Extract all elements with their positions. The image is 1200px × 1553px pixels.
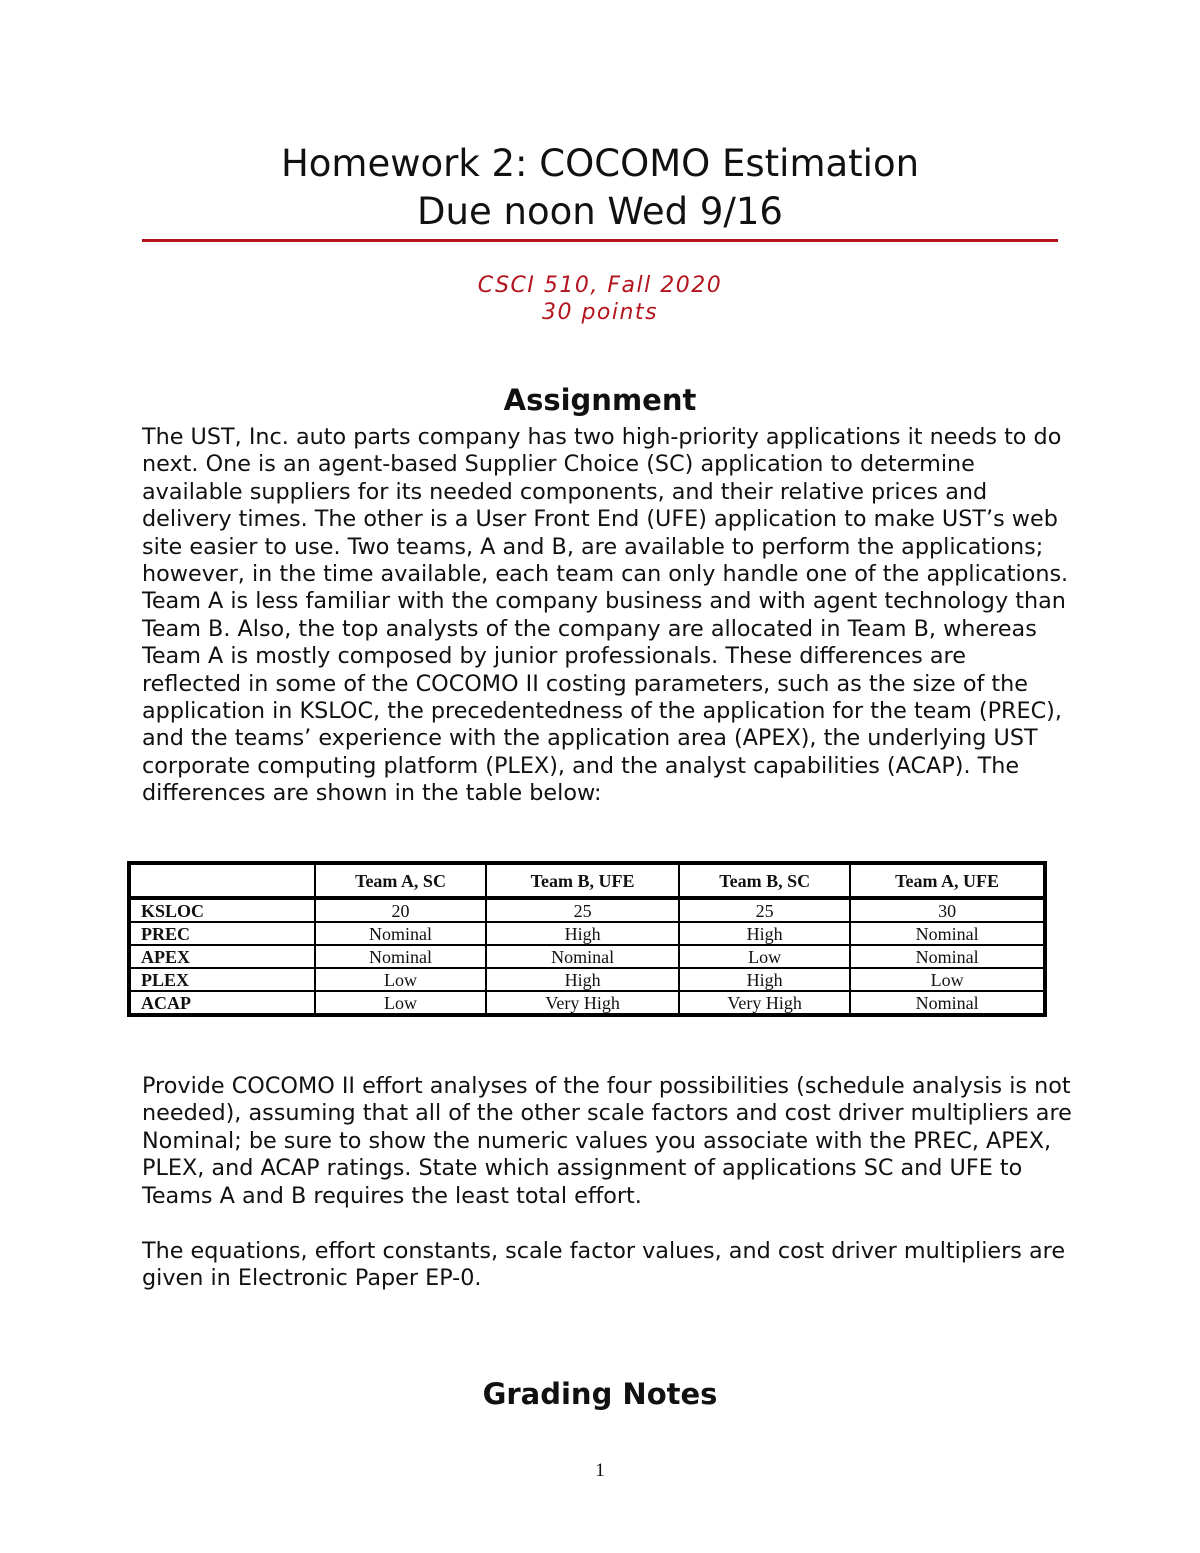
assignment-heading: Assignment (503, 383, 697, 417)
table-cell: Nominal (315, 945, 486, 968)
document-title: Homework 2: COCOMO Estimation (280, 142, 920, 185)
table-cell: Very High (486, 991, 679, 1015)
table-cell: Low (850, 968, 1045, 991)
cocomo-parameter-table (127, 861, 1047, 1017)
row-label: KSLOC (129, 898, 315, 922)
table-cell: Low (315, 968, 486, 991)
table-cell: Nominal (850, 991, 1045, 1015)
column-header: Team B, UFE (486, 863, 679, 898)
table-row (129, 991, 1045, 1015)
column-header: Team A, SC (315, 863, 486, 898)
column-header: Team A, UFE (850, 863, 1045, 898)
due-date: Due noon Wed 9/16 (417, 190, 783, 233)
table-row (129, 922, 1045, 945)
table-cell: 30 (850, 898, 1045, 922)
column-header: Team B, SC (679, 863, 850, 898)
table-cell: High (486, 922, 679, 945)
task-paragraph: Provide COCOMO II effort analyses of the four possibilities (schedule analysis is not needed), assuming that all of the other scale factors and cost driver multipliers are Nominal; be sure to show the numeric values you associate with the PREC, APEX, PLEX, and ACAP ratings. State which assignment of applications SC and UFE to Teams A and B requires the least total effort. (142, 1073, 1072, 1209)
table-corner-cell (129, 863, 315, 898)
table-row (129, 968, 1045, 991)
table-cell: High (486, 968, 679, 991)
table-row (129, 898, 1045, 922)
points-info: 30 points (541, 300, 659, 325)
row-label: PLEX (129, 968, 315, 991)
table-cell: Low (679, 945, 850, 968)
table-cell: Very High (679, 991, 850, 1015)
table-cell: Nominal (315, 922, 486, 945)
table-cell: 25 (486, 898, 679, 922)
table-row (129, 945, 1045, 968)
table-cell: 20 (315, 898, 486, 922)
page-number: 1 (595, 1460, 605, 1481)
table-cell: Nominal (850, 922, 1045, 945)
row-label: APEX (129, 945, 315, 968)
title-divider (142, 239, 1058, 242)
table-cell: 25 (679, 898, 850, 922)
table-cell: Low (315, 991, 486, 1015)
table-header-row (129, 863, 1045, 898)
reference-paragraph: The equations, effort constants, scale factor values, and cost driver multipliers are given in Electronic Paper EP-0. (142, 1238, 1066, 1292)
table-cell: High (679, 922, 850, 945)
table-cell: High (679, 968, 850, 991)
table-cell: Nominal (486, 945, 679, 968)
grading-notes-heading: Grading Notes (482, 1377, 718, 1411)
assignment-intro: The UST, Inc. auto parts company has two high-priority applications it needs to do next. One is an agent-based Supplier Choice (SC) application to determine available suppliers for its needed components, and their relative prices and delivery times. The other is a User Front End (UFE) application to make UST’s web site easier to use. Two teams, A and B, are available to perform the applications; however, in the time available, each team can only handle one of the applications. Team A is less familiar with the company business and with agent technology than Team B. Also, the top analysts of the company are allocated in Team B, whereas Team A is mostly composed by junior professionals. These differences are reflected in some of the COCOMO II costing parameters, such as the size of the application in KSLOC, the precedentedness of the application for the team (PREC), and the teams’ experience with the application area (APEX), the underlying UST corporate computing platform (PLEX), and the analyst capabilities (ACAP). The differences are shown in the table below: (142, 424, 1069, 807)
table-cell: Nominal (850, 945, 1045, 968)
course-info: CSCI 510, Fall 2020 (477, 273, 723, 298)
row-label: ACAP (129, 991, 315, 1015)
row-label: PREC (129, 922, 315, 945)
